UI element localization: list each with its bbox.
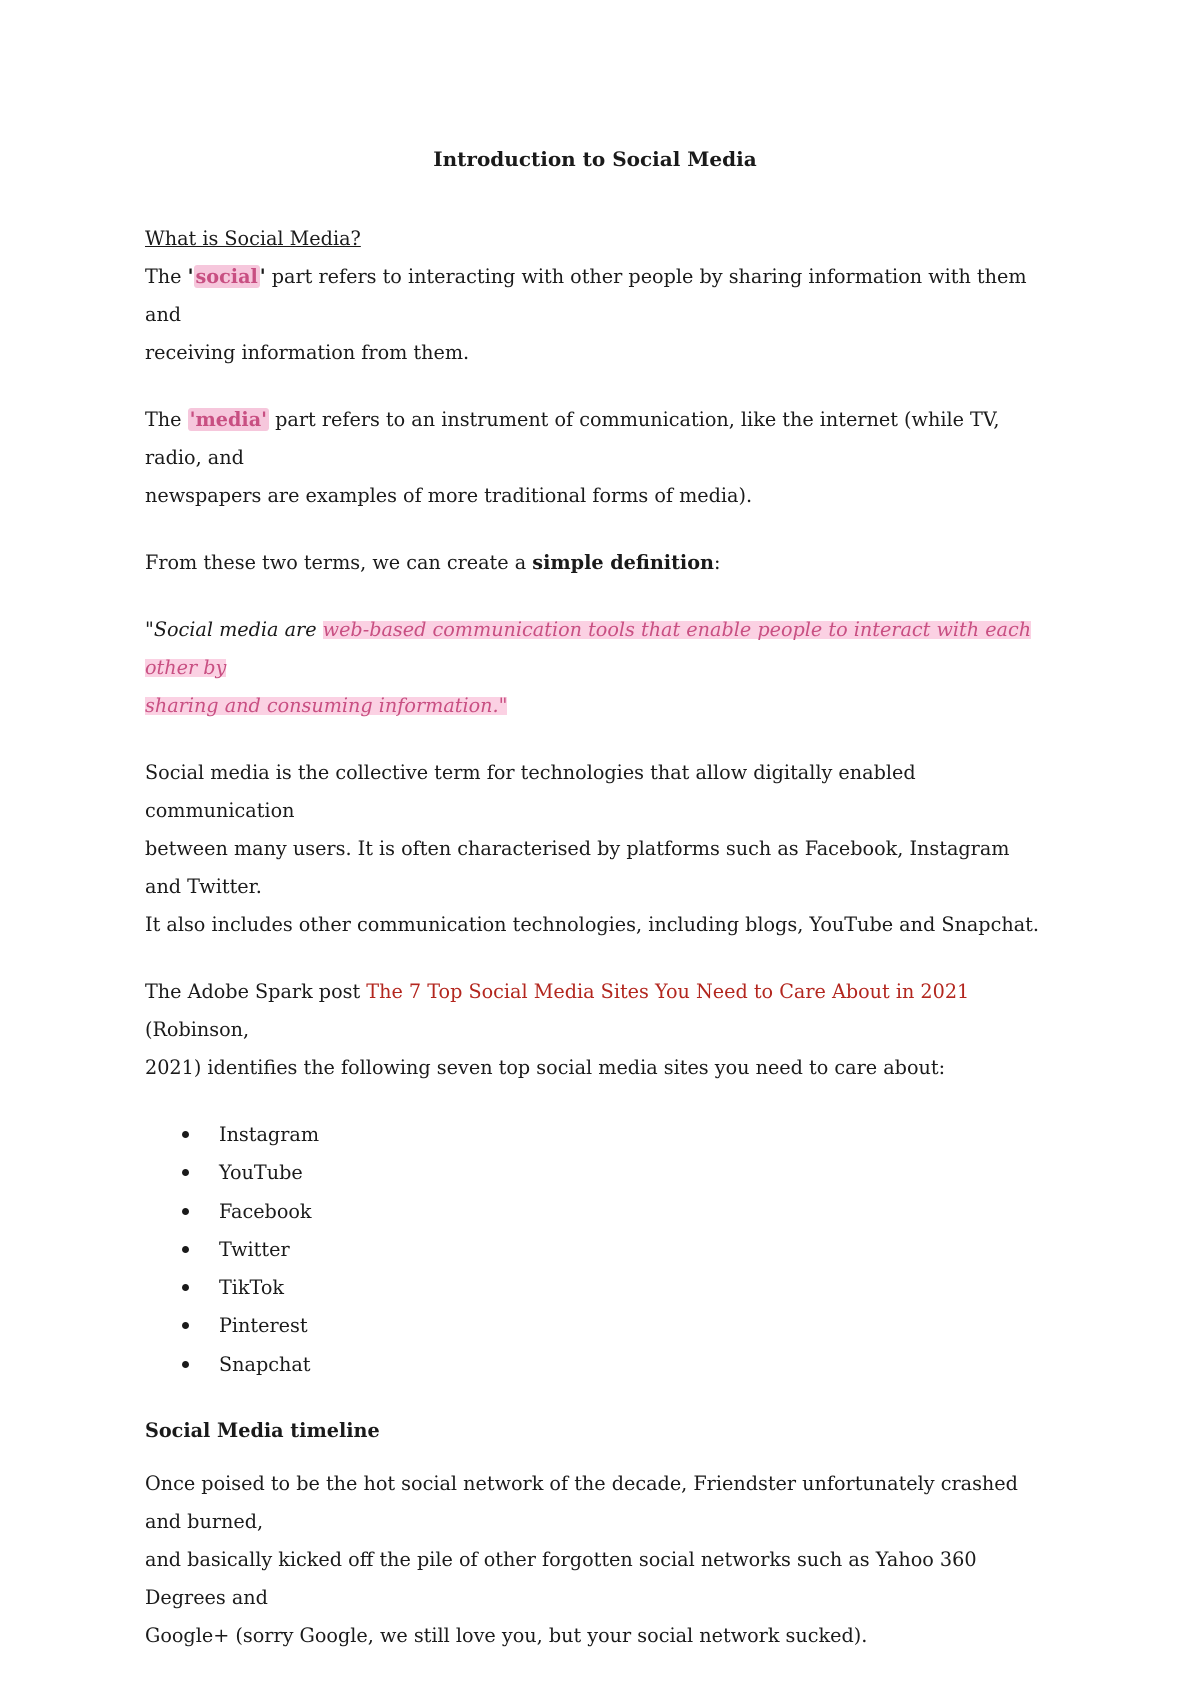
bullet-icon [182, 1208, 189, 1215]
bullet-icon [182, 1246, 189, 1253]
list-item-label: YouTube [219, 1161, 303, 1185]
timeline-line-3: Google+ (sorry Google, we still love you, but your social network sucked). [145, 1624, 868, 1648]
list-item-label: Facebook [219, 1199, 312, 1223]
definition-quote-plain: "Social media are [145, 618, 323, 641]
list-item [145, 1307, 1045, 1345]
bullet-icon [182, 1169, 189, 1176]
adobe-para-pre: The Adobe Spark post [145, 980, 367, 1003]
list-item [145, 1116, 1045, 1154]
list-item-label: TikTok [219, 1276, 285, 1300]
social-para-line1: part refers to interacting with other people by sharing information with them and [145, 265, 1027, 326]
collective-line-3: It also includes other communication technologies, including blogs, YouTube and Snapchat. [145, 913, 1039, 936]
adobe-para-line1: (Robinson, [145, 1018, 250, 1041]
list-item [145, 1193, 1045, 1231]
definition-intro-post: : [713, 551, 721, 574]
social-quote-open: ' [187, 265, 194, 288]
list-item-label: Snapchat [219, 1352, 311, 1376]
collective-paragraph [145, 754, 1045, 944]
social-para-pre: The [145, 265, 188, 288]
document-title: Introduction to Social Media [433, 147, 757, 171]
highlight-social: social [195, 265, 258, 288]
list-item-label: Twitter [219, 1237, 290, 1261]
list-item [145, 1269, 1045, 1307]
media-paragraph [145, 401, 1045, 515]
definition-quote [145, 611, 1045, 725]
section-heading-what-is-text: What is Social Media? [145, 227, 361, 250]
list-item-label: Pinterest [219, 1314, 308, 1338]
timeline-line-1: Once poised to be the hot social network of the decade, Friendster unfortunately crashed and burned, [145, 1472, 1018, 1534]
highlight-media: 'media' [189, 408, 268, 431]
media-para-line1: part refers to an instrument of communication, like the internet (while TV, radio, and [145, 408, 1000, 469]
bullet-icon [182, 1131, 189, 1138]
section-heading-timeline: Social Media timeline [145, 1419, 380, 1443]
bullet-icon [182, 1322, 189, 1329]
top-sites-list [145, 1116, 1045, 1384]
definition-quote-highlight-line1: web-based communication tools that enable people to interact with each other by [145, 618, 1032, 679]
social-paragraph [145, 258, 1045, 372]
timeline-line-2: and basically kicked off the pile of other forgotten social networks such as Yahoo 360 Degrees and [145, 1548, 977, 1610]
media-para-line2: newspapers are examples of more traditional forms of media). [145, 484, 753, 507]
timeline-paragraph [145, 1465, 1045, 1655]
bullet-icon [182, 1284, 189, 1291]
list-item [145, 1154, 1045, 1192]
definition-intro-pre: From these two terms, we can create a [145, 551, 533, 574]
collective-line-2: between many users. It is often characterised by platforms such as Facebook, Instagram and Twitter. [145, 837, 1010, 898]
media-para-pre: The [145, 408, 188, 431]
list-item [145, 1231, 1045, 1269]
definition-intro-bold: simple definition [532, 551, 714, 574]
definition-intro [145, 544, 1045, 582]
adobe-paragraph [145, 973, 1045, 1087]
document-body [145, 140, 1045, 1655]
adobe-para-line2: 2021) identifies the following seven top social media sites you need to care about: [145, 1056, 946, 1079]
social-para-line2: receiving information from them. [145, 341, 470, 364]
adobe-spark-link[interactable]: The 7 Top Social Media Sites You Need to Care About in 2021 [366, 980, 970, 1003]
bullet-icon [182, 1361, 189, 1368]
collective-line-1: Social media is the collective term for technologies that allow digitally enabled communication [145, 761, 916, 822]
list-item-label: Instagram [219, 1123, 320, 1146]
definition-quote-highlight-line2: sharing and consuming information." [145, 694, 508, 717]
social-quote-close: ' [259, 265, 266, 288]
list-item [145, 1346, 1045, 1384]
section-heading-what-is [145, 220, 1045, 258]
